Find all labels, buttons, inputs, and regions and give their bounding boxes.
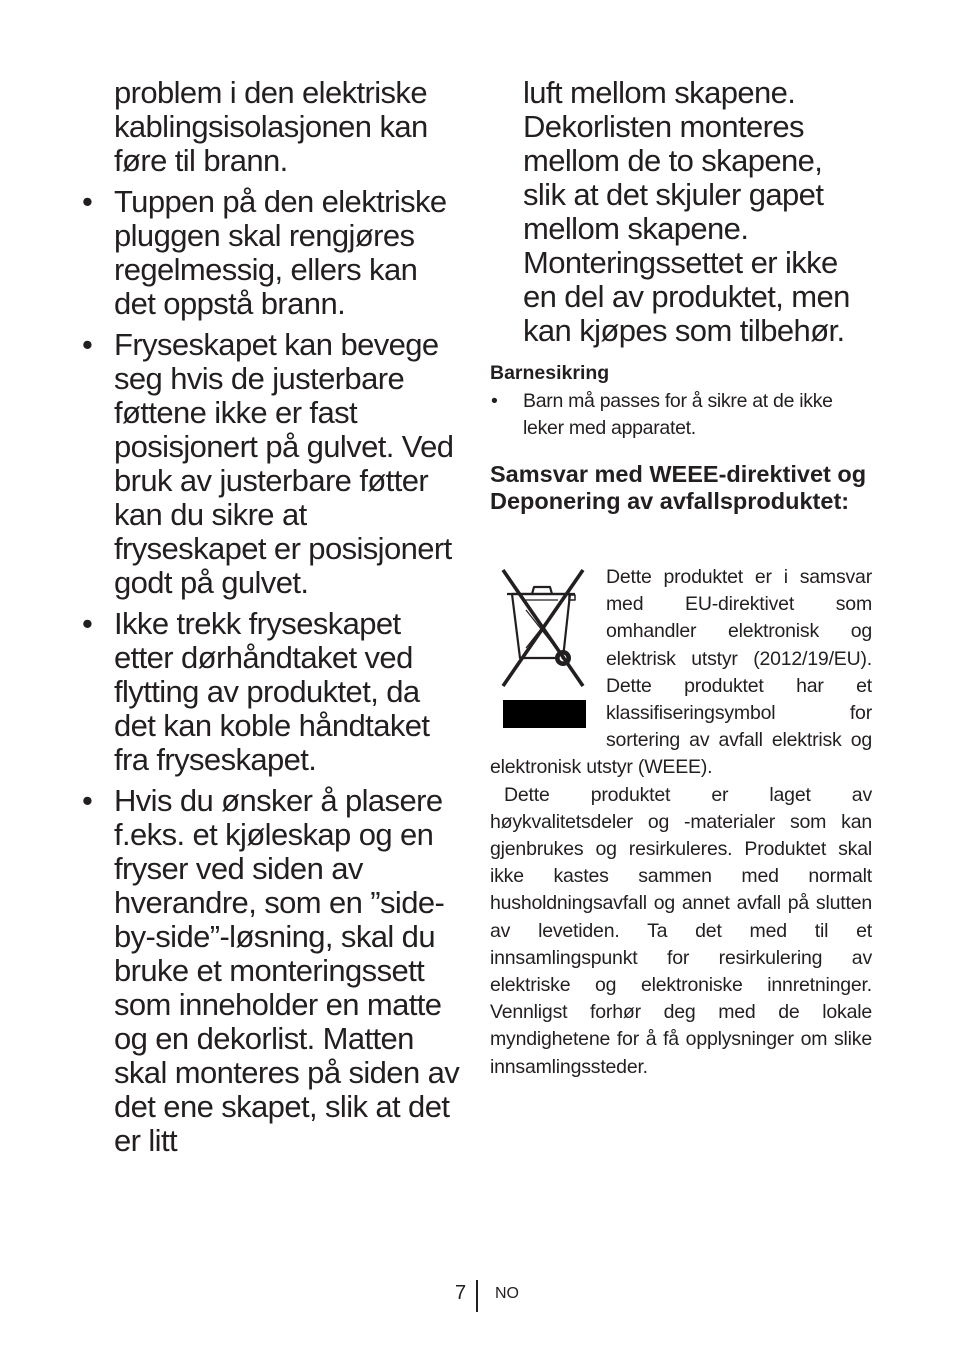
list-item-text: Ikke trekk fryseskapet etter dørhåndtaket ved flytting av produktet, da det kan koble håndtaket fra fryseskapet. (114, 606, 430, 777)
bullet-icon: • (491, 390, 498, 412)
list-item-text: Barn må passes for å sikre at de ikke leker med apparatet. (523, 390, 833, 439)
crossed-out-wheelie-bin-icon (490, 568, 594, 734)
page-footer (0, 1278, 954, 1318)
weee-section (490, 564, 872, 1081)
left-continuation-text: problem i den elektriske kablingsisolasjonen kan føre til brann. (114, 75, 428, 178)
weee-paragraph-1: Dette produktet er i samsvar med EU-direktivet som omhandler elektronisk og elektrisk utstyr (2012/19/EU). Dette produktet har et klassifiseringsymbol for sortering av avfall elektrisk og elektronisk utstyr (WEEE). (490, 566, 872, 779)
list-item (80, 328, 466, 600)
list-item-text: Hvis du ønsker å plasere f.eks. et kjøleskap og en fryser ved siden av hverandre, som en ”side-by-side”-løsning, skal du bruke et monteringssett som inneholder en matte og en dekorlist. Matten skal monteres på siden av det ene skapet, slik at det er litt (114, 783, 460, 1158)
left-column (80, 76, 466, 1165)
bullet-icon: • (82, 327, 93, 362)
language-code: NO (495, 1285, 519, 1302)
list-item-text: Tuppen på den elektriske pluggen skal rengjøres regelmessig, ellers kan det oppstå brann. (114, 184, 447, 321)
bullet-icon: • (82, 783, 93, 818)
footer-divider (476, 1280, 478, 1312)
bullet-icon: • (82, 184, 93, 219)
bullet-icon: • (82, 606, 93, 641)
list-item-text: Fryseskapet kan bevege seg hvis de justerbare føttene ikke er fast posisjonert på gulvet. Ved bruk av justerbare føtter kan du sikre at fryseskapet er posisjonert godt på gulvet. (114, 327, 454, 600)
list-item (80, 185, 466, 321)
right-column (490, 76, 872, 1081)
list-item (80, 784, 466, 1158)
list-item (490, 388, 872, 442)
wheelie-bin-svg (490, 568, 594, 700)
child-safety-heading: Barnesikring (490, 362, 610, 384)
right-continuation-text: luft mellom skapene. Dekorlisten monteres mellom de to skapene, slik at det skjuler gapet mellom skapene. Monteringssettet er ikke en del av produktet, men kan kjøpes som tilbehør. (523, 75, 850, 348)
weee-black-bar (503, 700, 586, 728)
list-item (80, 607, 466, 777)
weee-paragraph-2: Dette produktet er laget av høykvalitetsdeler og -materialer som kan gjenbrukes og resirkuleres. Produktet skal ikke kastes sammen med normalt husholdningsavfall og annet avfall på slutten av levetiden. Ta det med til et innsamlingspunkt for resirkulering av elektriske og elektroniske innretninger. Vennligst forhør deg med de lokale myndighetene for å få opplysninger om slike innsamlingssteder. (490, 783, 872, 1078)
weee-heading: Samsvar med WEEE-direktivet og Deponering av avfallsproduktet: (490, 461, 867, 514)
page-number: 7 (455, 1282, 467, 1304)
